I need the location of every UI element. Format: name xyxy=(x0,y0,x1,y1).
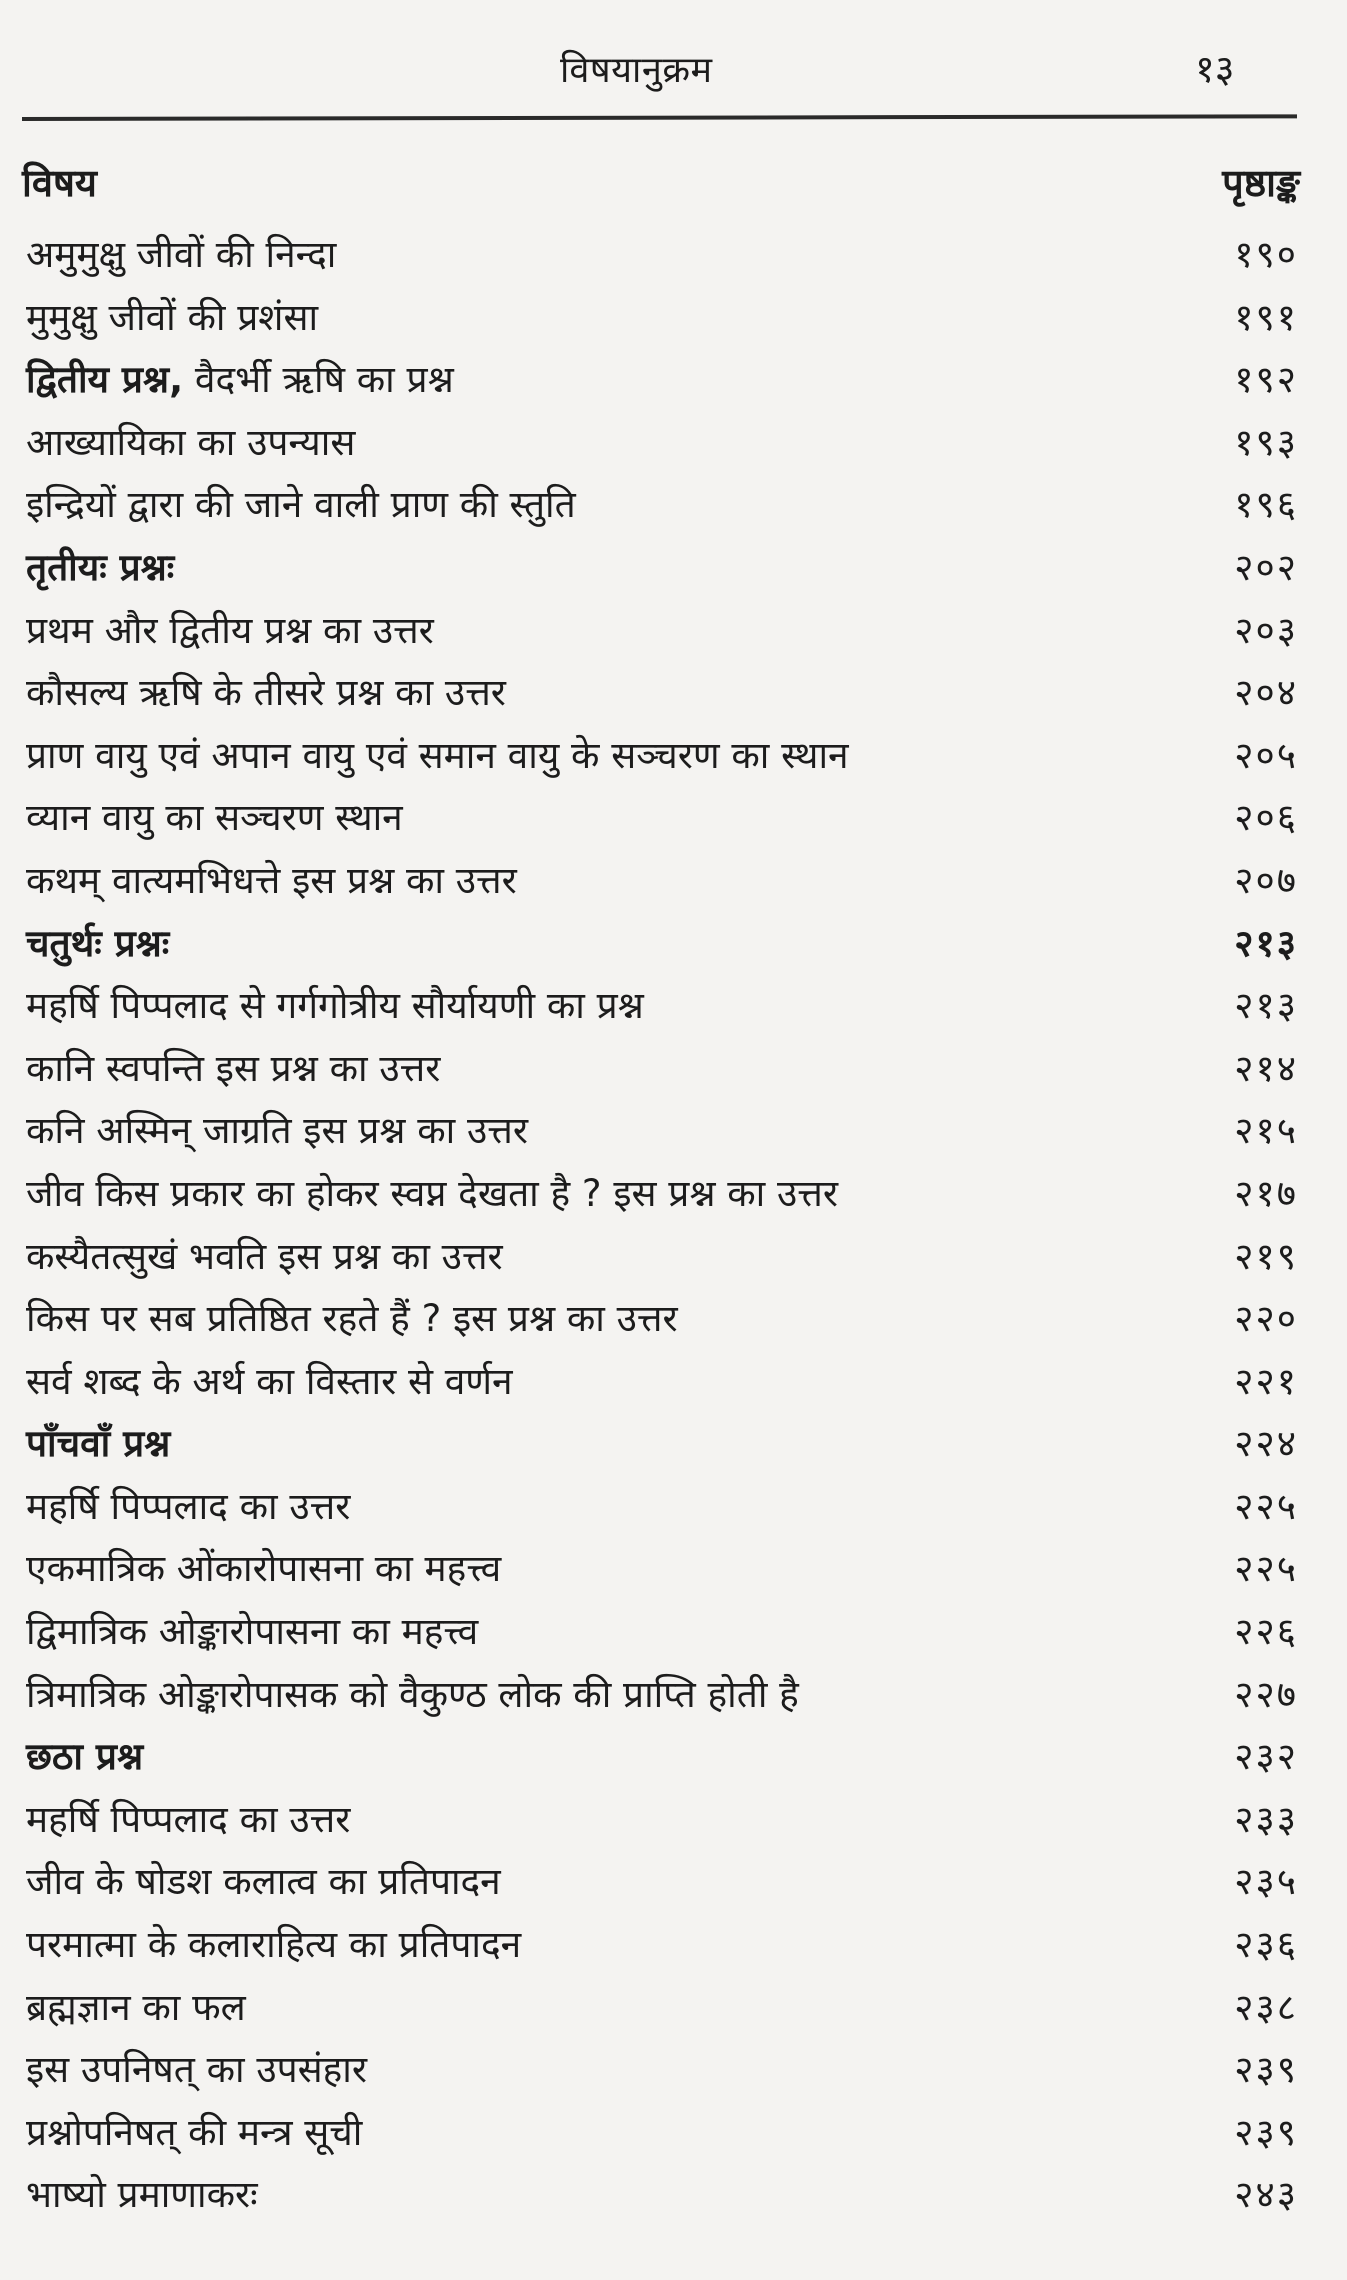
toc-entry-page-number: २२७ xyxy=(1234,1672,1298,1716)
toc-entry-topic-text: अमुमुक्षु जीवों की निन्दा xyxy=(26,233,337,276)
toc-entry xyxy=(26,1664,1316,1727)
toc-entry-topic xyxy=(26,412,355,475)
toc-entry-topic xyxy=(26,474,576,537)
toc-entry-topic xyxy=(26,1100,528,1163)
toc-entry-topic-text: कौसल्य ऋषि के तीसरे प्रश्न का उत्तर xyxy=(26,671,506,715)
toc-entry-topic xyxy=(26,1851,501,1914)
toc-entry xyxy=(26,1100,1316,1163)
toc-entry-topic xyxy=(26,662,506,725)
toc-entry-page-number: १९६ xyxy=(1234,483,1298,527)
toc-entry-topic xyxy=(26,975,644,1038)
toc-entry-topic xyxy=(26,1163,838,1226)
toc-entry-topic-text: तृतीयः प्रश्नः xyxy=(26,545,175,589)
toc-entry-topic-text: कानि स्वपन्ति इस प्रश्न का उत्तर xyxy=(26,1046,441,1090)
toc-entry xyxy=(26,1226,1316,1289)
toc-entry-topic xyxy=(26,1038,440,1101)
toc-entry-topic-text: छठा प्रश्न xyxy=(26,1735,144,1779)
toc-entry-topic-text: महर्षि पिप्पलाद का उत्तर xyxy=(26,1484,351,1528)
toc-entry-page-number: २०६ xyxy=(1234,796,1298,840)
toc-entry-topic-text: मुमुक्षु जीवों की प्रशंसा xyxy=(26,295,319,339)
toc-entry xyxy=(26,224,1316,287)
toc-entry-page-number: २०३ xyxy=(1234,608,1298,652)
toc-entry-page-number: २३९ xyxy=(1234,2048,1298,2092)
toc-section-heading xyxy=(26,537,1316,600)
toc-entry-page-number: १९२ xyxy=(1234,358,1298,402)
toc-entry xyxy=(26,1038,1316,1101)
toc-entry-topic xyxy=(26,1538,501,1601)
toc-entry-topic xyxy=(26,1413,170,1476)
running-title: विषयानुक्रम xyxy=(560,50,713,91)
toc-entry xyxy=(26,1163,1316,1226)
page-column-header: पृष्ठाङ्क xyxy=(1222,161,1300,205)
toc-entry-topic-text: महर्षि पिप्पलाद से गर्गगोत्रीय सौर्यायणी का प्रश्न xyxy=(26,984,644,1028)
toc-entry-topic-text: पाँचवाँ प्रश्न xyxy=(26,1422,171,1466)
toc-entry-topic xyxy=(26,224,336,287)
toc-entry xyxy=(26,1789,1316,1852)
toc-entry xyxy=(26,1851,1316,1914)
toc-entry-page-number: २२४ xyxy=(1234,1422,1298,1466)
toc-entry-page-number: १९० xyxy=(1234,233,1298,276)
toc-entry-topic xyxy=(26,850,517,913)
toc-entry xyxy=(26,2164,1316,2227)
toc-entry-topic-text: जीव के षोडश कलात्व का प्रतिपादन xyxy=(26,1860,501,1904)
toc-entry xyxy=(26,600,1316,663)
toc-entry-topic-text: चतुर्थः प्रश्नः xyxy=(26,921,170,965)
toc-entry-topic xyxy=(26,725,849,788)
toc-entry-topic-text: व्यान वायु का सञ्चरण स्थान xyxy=(26,796,403,840)
toc-entry-page-number: २२१ xyxy=(1234,1359,1298,1403)
column-headers xyxy=(22,156,1312,216)
toc-entry-page-number: २१४ xyxy=(1234,1046,1298,1090)
toc-entry-topic-text: महर्षि पिप्पलाद का उत्तर xyxy=(26,1797,351,1841)
toc-section-heading xyxy=(26,1413,1316,1476)
toc-entry xyxy=(26,2102,1316,2165)
toc-entry-page-number: २३८ xyxy=(1234,1985,1298,2029)
toc-entry-topic-text: किस पर सब प्रतिष्ठित रहते हैं ? इस प्रश्न का उत्तर xyxy=(26,1297,678,1341)
toc-entry-topic xyxy=(26,1351,513,1414)
toc-entry-topic xyxy=(26,2164,258,2227)
toc-entry xyxy=(26,287,1316,350)
toc-entry-topic xyxy=(26,1789,350,1852)
toc-entry-topic xyxy=(26,913,169,976)
toc-entry-page-number: २१७ xyxy=(1234,1171,1298,1215)
toc-entry xyxy=(26,349,1316,412)
toc-entry-page-number: २२० xyxy=(1234,1297,1298,1341)
toc-entry xyxy=(26,787,1316,850)
toc-entry-topic-text: आख्यायिका का उपन्यास xyxy=(26,420,356,464)
topic-column-header: विषय xyxy=(22,161,97,205)
toc-entry xyxy=(26,1601,1316,1664)
toc-entry-topic xyxy=(26,1914,521,1977)
toc-entry-topic-text: ब्रह्मज्ञान का फल xyxy=(26,1985,246,2029)
toc-entry-topic xyxy=(26,1601,478,1664)
toc-entry-page-number: २१९ xyxy=(1234,1234,1298,1278)
toc-entry-topic xyxy=(26,2102,362,2165)
toc-entry-page-number: २३५ xyxy=(1234,1860,1298,1904)
toc-entry-page-number: २२५ xyxy=(1234,1484,1298,1528)
toc-entry-page-number: २०४ xyxy=(1234,671,1298,715)
toc-entry-page-number: २२५ xyxy=(1234,1547,1298,1591)
toc-entry-topic xyxy=(26,349,454,412)
toc-entry-topic-text: त्रिमात्रिक ओङ्कारोपासक को वैकुण्ठ लोक की प्राप्ति होती है xyxy=(26,1672,799,1716)
toc-entry xyxy=(26,1914,1316,1977)
toc-entry xyxy=(26,1351,1316,1414)
header-rule xyxy=(22,114,1297,121)
toc-entry-topic xyxy=(26,600,434,663)
toc-entry-topic-text: एकमात्रिक ओंकारोपासना का महत्त्व xyxy=(26,1547,502,1591)
toc-entry-page-number: २०५ xyxy=(1234,733,1298,777)
toc-entry-page-number: २१५ xyxy=(1234,1109,1298,1153)
toc-entry-page-number: २३९ xyxy=(1234,2110,1298,2154)
toc-entry-page-number: २०२ xyxy=(1234,545,1298,589)
toc-entry-topic-text: कनि अस्मिन् जाग्रति इस प्रश्न का उत्तर xyxy=(26,1109,528,1153)
toc-entry-page-number: २३६ xyxy=(1234,1923,1298,1967)
toc-entry-topic xyxy=(26,1476,350,1539)
toc-entry-page-number: १९३ xyxy=(1234,420,1298,464)
toc-entry-topic xyxy=(26,537,174,600)
toc-entry-page-number: २३३ xyxy=(1234,1797,1298,1841)
toc-entry-page-number: २१३ xyxy=(1234,921,1298,965)
toc-section-heading xyxy=(26,913,1316,976)
toc-entry-topic-text: प्रथम और द्वितीय प्रश्न का उत्तर xyxy=(26,608,434,652)
toc-entry-topic-text: कथम् वात्यमभिधत्ते इस प्रश्न का उत्तर xyxy=(26,858,517,902)
toc-entry xyxy=(26,1538,1316,1601)
toc-entry-topic-text: प्राण वायु एवं अपान वायु एवं समान वायु के सञ्चरण का स्थान xyxy=(26,733,849,777)
toc-section-heading xyxy=(26,1726,1316,1789)
toc-entry-topic-text: वैदर्भी ऋषि का प्रश्न xyxy=(183,358,454,402)
toc-entry xyxy=(26,1288,1316,1351)
page-number: १३ xyxy=(1195,47,1235,91)
toc-entry xyxy=(26,412,1316,475)
toc-entry xyxy=(26,850,1316,913)
toc-entry-topic-text: सर्व शब्द के अर्थ का विस्तार से वर्णन xyxy=(26,1359,513,1403)
toc-entry-page-number: २३२ xyxy=(1234,1735,1298,1779)
toc-entry-topic-text: कस्यैतत्सुखं भवति इस प्रश्न का उत्तर xyxy=(26,1234,503,1278)
toc-entry xyxy=(26,474,1316,537)
toc-entry xyxy=(26,2039,1316,2102)
toc-entry-page-number: २२६ xyxy=(1234,1610,1298,1654)
toc-entry-topic xyxy=(26,1664,799,1727)
toc-entry-topic-text: इन्द्रियों द्वारा की जाने वाली प्राण की स्तुति xyxy=(26,483,576,527)
toc-entry-page-number: १९१ xyxy=(1234,295,1298,339)
toc-entry xyxy=(26,1476,1316,1539)
toc-entry-topic-text: इस उपनिषत् का उपसंहार xyxy=(26,2048,368,2092)
toc-entry-topic xyxy=(26,1226,503,1289)
toc-entry-topic-prefix: द्वितीय प्रश्न, xyxy=(26,358,184,402)
toc-entry-page-number: २०७ xyxy=(1234,858,1298,902)
toc-entry-topic xyxy=(26,787,403,850)
toc-entry-topic-text: परमात्मा के कलाराहित्य का प्रतिपादन xyxy=(26,1923,522,1967)
toc-entry-topic xyxy=(26,1288,678,1351)
toc-entry-page-number: २१३ xyxy=(1234,984,1298,1028)
toc-entry-topic-text: जीव किस प्रकार का होकर स्वप्न देखता है ? इस प्रश्न का उत्तर xyxy=(26,1171,838,1215)
toc-entry xyxy=(26,662,1316,725)
toc-entry-page-number: २४३ xyxy=(1234,2173,1298,2217)
toc-entry xyxy=(26,725,1316,788)
table-of-contents xyxy=(26,224,1316,2227)
toc-entry-topic xyxy=(26,287,318,350)
toc-entry-topic xyxy=(26,1977,246,2040)
toc-entry xyxy=(26,1977,1316,2040)
toc-entry-topic-text: द्विमात्रिक ओङ्कारोपासना का महत्त्व xyxy=(26,1610,479,1654)
toc-entry-topic-text: भाष्यो प्रमाणाकरः xyxy=(26,2173,258,2217)
toc-entry-topic-text: प्रश्नोपनिषत् की मन्त्र सूची xyxy=(26,2110,363,2154)
toc-entry-topic xyxy=(26,1726,143,1789)
toc-entry-topic xyxy=(26,2039,367,2102)
toc-entry xyxy=(26,975,1316,1038)
